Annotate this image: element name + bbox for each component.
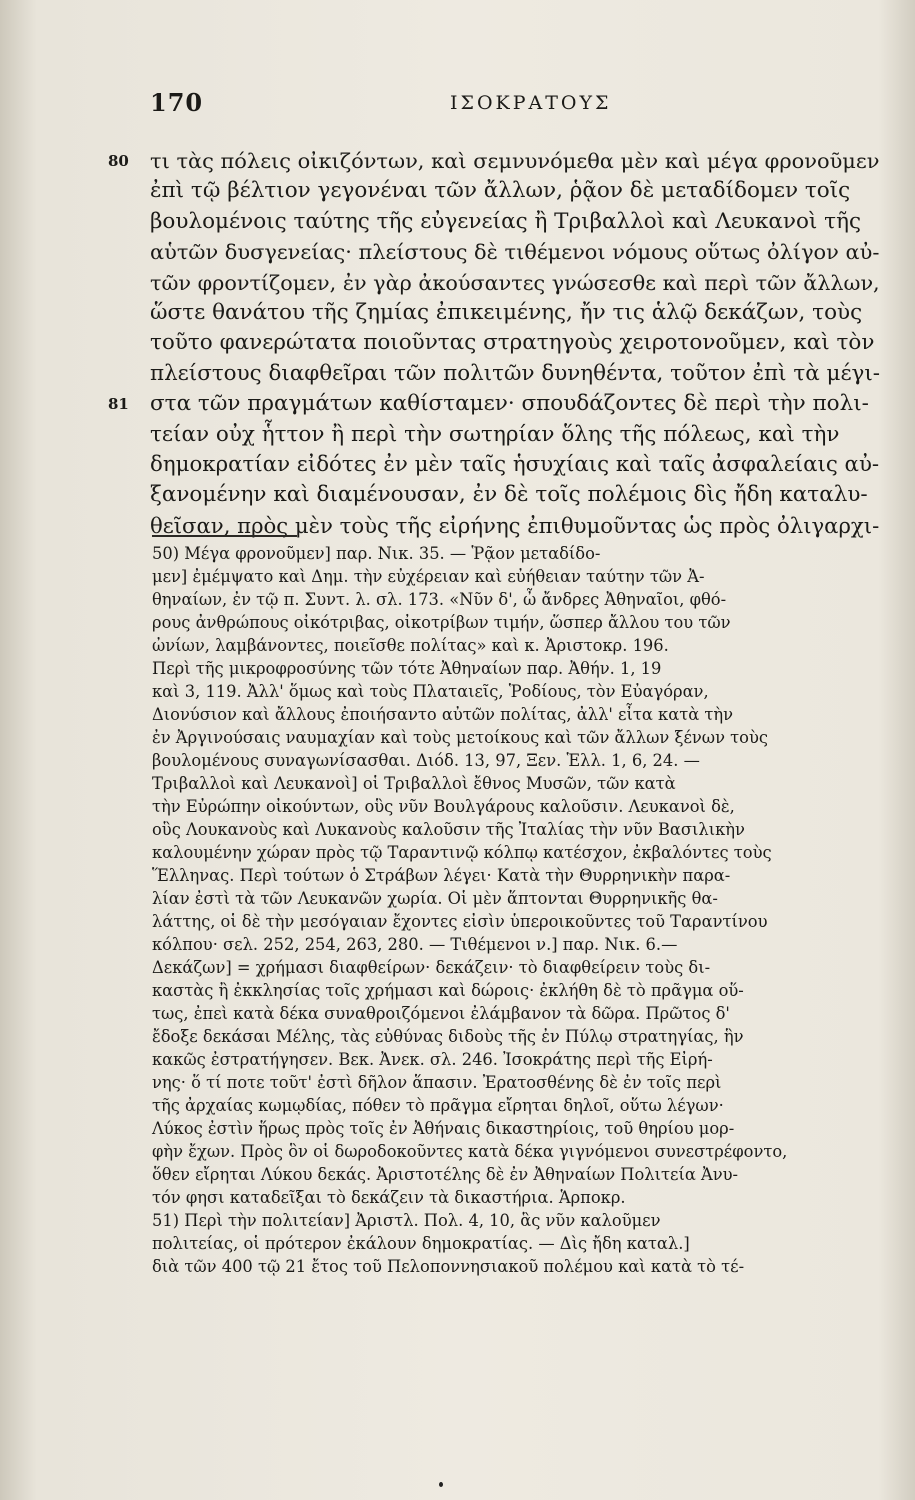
margin-section-number: 80 bbox=[108, 152, 129, 170]
footnote-line: καστὰς ἢ ἐκκλησίας τοῖς χρήμασι καὶ δώροις· ἐκλήθη δὲ τὸ πρᾶγμα οὕ- bbox=[152, 981, 744, 1000]
footnote-line: νης· ὅ τί ποτε τοῦτ' ἐστὶ δῆλον ἅπασιν. Ἐρατοσθένης δὲ ἐν τοῖς περὶ bbox=[152, 1073, 722, 1092]
text-line: τείαν οὐχ ἧττον ἢ περὶ τὴν σωτηρίαν ὅλης τῆς πόλεως, καὶ τὴν bbox=[150, 421, 840, 447]
footnote-line: Ἕλληνας. Περὶ τούτων ὁ Στράβων λέγει· Κατὰ τὴν Θυρρηνικὴν παρα- bbox=[152, 866, 731, 885]
text-line: τοῦτο φανερώτατα ποιοῦντας στρατηγοὺς χειροτονοῦμεν, καὶ τὸν bbox=[150, 330, 875, 356]
text-line: βουλομένοις ταύτης τῆς εὐγενείας ἢ Τριβαλλοὶ καὶ Λευκανοὶ τῆς bbox=[150, 208, 862, 234]
footnote-line: ὅθεν εἴρηται Λύκου δεκάς. Ἀριστοτέλης δὲ ἐν Ἀθηναίων Πολιτεία Ἀνυ- bbox=[152, 1165, 739, 1184]
footnote-line: Τριβαλλοὶ καὶ Λευκανοὶ] οἱ Τριβαλλοὶ ἔθνος Μυσῶν, τῶν κατὰ bbox=[152, 774, 676, 793]
running-title: ΙΣΟΚΡΑΤΟΥΣ bbox=[450, 92, 612, 114]
footnote-line: κακῶς ἐστρατήγησεν. Βεκ. Ἀνεκ. σλ. 246. Ἰσοκράτης περὶ τῆς Εἰρή- bbox=[152, 1050, 713, 1069]
footnote-line: 50) Μέγα φρονοῦμεν] παρ. Νικ. 35. — Ῥᾷον μεταδίδο- bbox=[152, 544, 601, 563]
footnote-line: τῆς ἀρχαίας κωμῳδίας, πόθεν τὸ πρᾶγμα εἴρηται δηλοῖ, οὕτω λέγων· bbox=[152, 1096, 724, 1115]
margin-section-number: 81 bbox=[108, 395, 129, 414]
text-line: τῶν φροντίζομεν, ἐν γὰρ ἀκούσαντες γνώσεσθε καὶ περὶ τῶν ἄλλων, bbox=[150, 270, 880, 295]
text-line: δημοκρατίαν εἰδότες ἐν μὲν ταῖς ἡσυχίαις καὶ ταῖς ἀσφαλείαις αὐ- bbox=[150, 451, 880, 477]
text-line: θεῖσαν, πρὸς μὲν τοὺς τῆς εἰρήνης ἐπιθυμοῦντας ὡς πρὸς ὀλιγαρχι- bbox=[150, 512, 880, 538]
page-number: 170 bbox=[150, 88, 204, 117]
text-line: αὑτῶν δυσγενείας· πλείστους δὲ τιθέμενοι νόμους οὕτως ὀλίγον αὐ- bbox=[150, 240, 880, 265]
ink-speck bbox=[439, 1482, 443, 1487]
footnote-separator bbox=[152, 535, 297, 537]
footnote-line: διὰ τῶν 400 τῷ 21 ἔτος τοῦ Πελοποννησιακοῦ πολέμου καὶ κατὰ τὸ τέ- bbox=[152, 1257, 745, 1276]
footnote-line: 51) Περὶ τὴν πολιτείαν] Ἀριστλ. Πολ. 4, 10, ἃς νῦν καλοῦμεν bbox=[152, 1211, 661, 1230]
text-line: πλείστους διαφθεῖραι τῶν πολιτῶν δυνηθέντα, τοῦτον ἐπὶ τὰ μέγι- bbox=[150, 360, 881, 386]
footnote-line: μεν] ἐμέμψατο καὶ Δημ. τὴν εὐχέρειαν καὶ εὐήθειαν ταύτην τῶν Ἀ- bbox=[152, 567, 705, 586]
footnote-line: καὶ 3, 119. Ἀλλ' ὅμως καὶ τοὺς Πλαταιεῖς, Ῥοδίους, τὸν Εὐαγόραν, bbox=[152, 682, 709, 701]
main-text bbox=[108, 146, 881, 541]
footnote-line: τὴν Εὐρώπην οἰκούντων, οὓς νῦν Βουλγάρους καλοῦσιν. Λευκανοὶ δὲ, bbox=[152, 797, 735, 816]
footnote-line: Διονύσιον καὶ ἄλλους ἐποιήσαντο αὐτῶν πολίτας, ἀλλ' εἶτα κατὰ τὴν bbox=[152, 705, 734, 724]
text-line: ὥστε θανάτου τῆς ζημίας ἐπικειμένης, ἤν τις ἁλῷ δεκάζων, τοὺς bbox=[150, 299, 863, 325]
footnote-line: τως, ἐπεὶ κατὰ δέκα συναθροιζόμενοι ἐλάμβανον τὰ δῶρα. Πρῶτος δ' bbox=[152, 1004, 730, 1023]
footnote-line: καλουμένην χώραν πρὸς τῷ Ταραντινῷ κόλπῳ κατέσχον, ἐκβαλόντες τοὺς bbox=[152, 843, 772, 862]
footnote-line: τόν φησι καταδεῖξαι τὸ δεκάζειν τὰ δικαστήρια. Ἁρποκρ. bbox=[152, 1188, 626, 1207]
footnote-line: θηναίων, ἐν τῷ π. Συντ. λ. σλ. 173. «Νῦν δ', ὦ ἄνδρες Ἀθηναῖοι, φθό- bbox=[152, 590, 727, 609]
footnote-line: οὓς Λουκανοὺς καὶ Λυκανοὺς καλοῦσιν τῆς Ἰταλίας τὴν νῦν Βασιλικὴν bbox=[152, 820, 745, 839]
footnote-line: λάττης, οἱ δὲ τὴν μεσόγαιαν ἔχοντες εἰσὶν ὑπεροικοῦντες τοῦ Ταραντίνου bbox=[152, 912, 768, 931]
footnote-line: πολιτείας, οἱ πρότερον ἐκάλουν δημοκρατίας. — Δὶς ἤδη καταλ.] bbox=[152, 1234, 690, 1253]
text-line: ξανομένην καὶ διαμένουσαν, ἐν δὲ τοῖς πολέμοις δὶς ἤδη καταλυ- bbox=[150, 482, 868, 508]
footnote-line: ἔδοξε δεκάσαι Μέλης, τὰς εὐθύνας διδοὺς τῆς ἐν Πύλῳ στρατηγίας, ἣν bbox=[152, 1027, 744, 1046]
text-line: ἐπὶ τῷ βέλτιον γεγονέναι τῶν ἄλλων, ῥᾷον δὲ μεταδίδομεν τοῖς bbox=[150, 178, 851, 204]
footnote-line: κόλπου· σελ. 252, 254, 263, 280. — Τιθέμενοι ν.] παρ. Νικ. 6.— bbox=[152, 935, 678, 954]
footnote-line: Δεκάζων] = χρήμασι διαφθείρων· δεκάζειν· τὸ διαφθείρειν τοὺς δι- bbox=[152, 958, 711, 977]
footnotes bbox=[152, 542, 877, 1278]
footnote-line: λίαν ἐστὶ τὰ τῶν Λευκανῶν χωρία. Οἱ μὲν ἅπτονται Θυρρηνικῆς θα- bbox=[152, 889, 718, 908]
page-header bbox=[150, 88, 870, 118]
footnote-line: ὠνίων, λαμβάνοντες, ποιεῖσθε πολίτας» καὶ κ. Ἀριστοκρ. 196. bbox=[152, 636, 669, 655]
text-line: 80 τι τὰς πόλεις οἰκιζόντων, καὶ σεμνυνόμεθα μὲν καὶ μέγα φρονοῦμεν bbox=[150, 146, 880, 176]
footnote-line: ρους ἀνθρώπους οἰκότριβας, οἰκοτρίβων τιμήν, ὥσπερ ἄλλου του τῶν bbox=[152, 613, 731, 632]
footnote-line: ἐν Ἀργινούσαις ναυμαχίαν καὶ τοὺς μετοίκους καὶ τῶν ἄλλων ξένων τοὺς bbox=[152, 728, 768, 747]
footnote-line: Περὶ τῆς μικροφροσύνης τῶν τότε Ἀθηναίων παρ. Ἀθήν. 1, 19 bbox=[152, 659, 662, 678]
footnote-line: βουλομένους συναγωνίσασθαι. Διόδ. 13, 97, Ξεν. Ἑλλ. 1, 6, 24. — bbox=[152, 751, 700, 770]
text-line: 81 στα τῶν πραγμάτων καθίσταμεν· σπουδάζοντες δὲ περὶ τὴν πολι- bbox=[150, 389, 880, 419]
footnote-line: Λύκος ἐστὶν ἥρως πρὸς τοῖς ἐν Ἀθήναις δικαστηρίοις, τοῦ θηρίου μορ- bbox=[152, 1119, 735, 1138]
footnote-line: φὴν ἔχων. Πρὸς ὃν οἱ δωροδοκοῦντες κατὰ δέκα γιγνόμενοι συνεστρέφοντο, bbox=[152, 1142, 788, 1161]
